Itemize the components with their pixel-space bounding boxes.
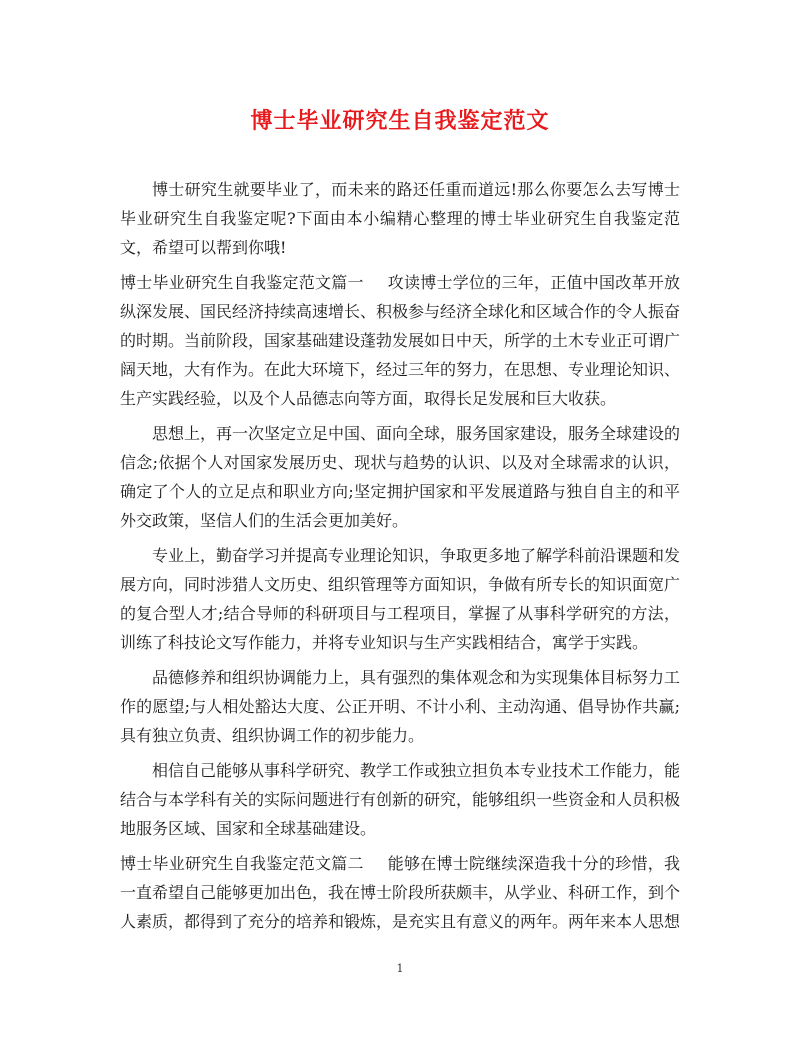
character-paragraph: 品德修养和组织协调能力上，具有强烈的集体观念和为实现集体目标努力工作的愿望;与人相处豁达大度、公正开明、不计小利、主动沟通、倡导协作共赢;具有独立负责、组织协调工作的初步能力。 [120,668,681,745]
section-one-paragraph [120,268,680,413]
section-one-label: 博士毕业研究生自我鉴定范文篇一 [120,273,364,292]
section-two-label: 博士毕业研究生自我鉴定范文篇二 [120,854,364,873]
document-body [120,175,680,942]
thought-paragraph: 思想上，再一次坚定立足中国、面向全球，服务国家建设，服务全球建设的信念;依据个人对国家发展历史、现状与趋势的认识、以及对全球需求的认识，确定了个人的立足点和职业方向;坚定拥护国家和平发展道路与独自自主的和平外交政策，坚信人们的生活会更加美好。 [120,424,681,530]
confidence-paragraph: 相信自己能够从事科学研究、教学工作或独立担负本专业技术工作能力，能结合与本学科有关的实际问题进行有创新的研究，能够组织一些资金和人员积极地服务区域、国家和全球基础建设。 [120,761,681,838]
specialty-paragraph: 专业上，勤奋学习并提高专业理论知识，争取更多地了解学科前沿课题和发展方向，同时涉猎人文历史、组织管理等方面知识，争做有所专长的知识面宽广的复合型人才;结合导师的科研项目与工程项目，掌握了从事科学研究的方法，训练了科技论文写作能力，并将专业知识与生产实践相结合，寓学于实践。 [120,546,681,652]
document-title: 博士毕业研究生自我鉴定范文 [250,108,550,134]
section-one-text: 攻读博士学位的三年，正值中国改革开放纵深发展、国民经济持续高速增长、积极参与经济全球化和区域合作的令人振奋的时期。当前阶段，国家基础建设蓬勃发展如日中天，所学的土木专业正可谓广阔天地，大有作为。在此大环境下，经过三年的努力，在思想、专业理论知识、生产实践经验，以及个人品德志向等方面，取得长足发展和巨大收获。 [120,273,681,408]
page-number: 1 [396,962,404,975]
intro-paragraph: 博士研究生就要毕业了，而未来的路还任重而道远!那么你要怎么去写博士毕业研究生自我鉴定呢?下面由本小编精心整理的博士毕业研究生自我鉴定范文，希望可以帮到你哦! [120,180,680,257]
section-two-text: 能够在博士院继续深造我十分的珍惜，我一直希望自己能够更加出色，我在博士阶段所获颇丰，从学业、科研工作，到个人素质，都得到了充分的培养和锻炼，是充实且有意义的两年。两年来本人思想 [120,854,681,931]
section-two-paragraph [120,849,680,936]
